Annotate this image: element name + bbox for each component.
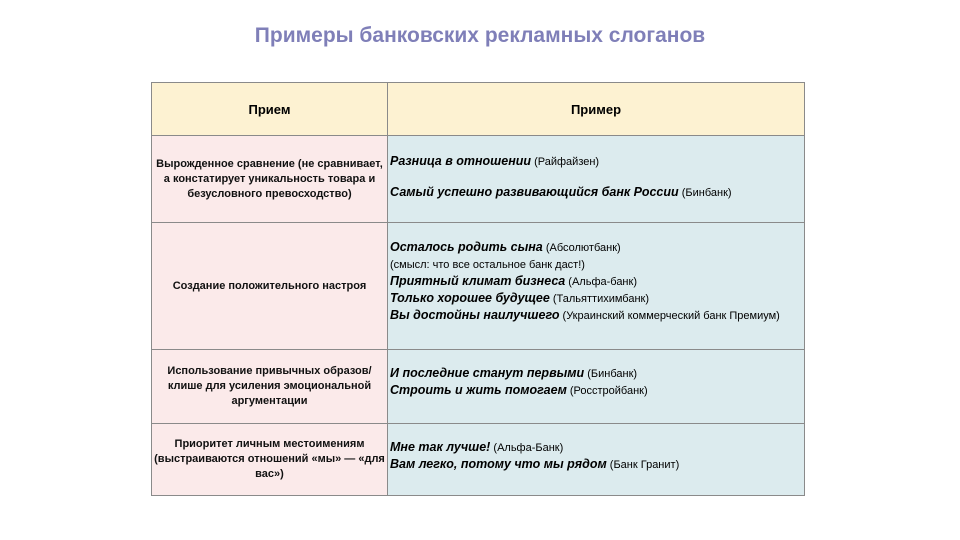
note-text: (смысл: что все остальное банк даст!) <box>390 259 585 271</box>
bank-name: (Альфа-Банк) <box>490 442 564 454</box>
slogan-text: Мне так лучше! <box>390 440 491 454</box>
example-line <box>390 382 802 399</box>
bank-name: (Бинбанк) <box>678 187 732 199</box>
header-example: Пример <box>388 83 805 136</box>
bank-name: (Росстройбанк) <box>566 385 648 397</box>
technique-cell: Приоритет личным местоимениям (выстраиваются отношений «мы» — «для вас») <box>152 424 388 496</box>
example-cell <box>388 223 805 350</box>
example-line <box>390 153 802 170</box>
example-line <box>390 307 802 324</box>
table-header-row <box>152 83 805 136</box>
example-line <box>390 273 802 290</box>
example-line <box>390 365 802 382</box>
page-title: Примеры банковских рекламных слоганов <box>254 24 706 47</box>
example-cell <box>388 350 805 424</box>
slogan-text: Строить и жить помогаем <box>390 383 567 397</box>
technique-cell: Создание положительного настроя <box>152 223 388 350</box>
slogan-text: Разница в отношении <box>390 154 532 168</box>
slogan-text: Самый успешно развивающийся банк России <box>390 185 679 199</box>
bank-name: (Альфа-банк) <box>565 276 637 288</box>
table-row <box>152 136 805 223</box>
technique-cell: Вырожденное сравнение (не сравнивает, а констатирует уникальность товара и безусловного превосходство) <box>152 136 388 223</box>
example-line <box>390 456 802 473</box>
technique-cell: Использование привычных образов/клише для усиления эмоциональной аргументации <box>152 350 388 424</box>
slogan-text: Осталось родить сына <box>390 240 543 254</box>
example-line <box>390 184 802 201</box>
table-row <box>152 350 805 424</box>
bank-name: (Бинбанк) <box>584 368 638 380</box>
example-line <box>390 256 802 273</box>
slogan-text: Приятный климат бизнеса <box>390 274 566 288</box>
example-line <box>390 239 802 256</box>
slogan-text: Только хорошее будущее <box>390 291 550 305</box>
bank-name: (Тальяттихимбанк) <box>549 293 650 305</box>
bank-name: (Банк Гранит) <box>606 459 680 471</box>
slogan-text: Вы достойны наилучшего <box>390 308 560 322</box>
example-line <box>390 439 802 456</box>
bank-name: (Райфайзен) <box>531 156 600 168</box>
slogan-text: И последние станут первыми <box>390 366 585 380</box>
example-line <box>390 290 802 307</box>
header-technique: Прием <box>152 83 388 136</box>
example-cell <box>388 424 805 496</box>
bank-name: (Украинский коммерческий банк Премиум) <box>559 310 780 322</box>
slogans-table <box>151 82 805 496</box>
example-cell <box>388 136 805 223</box>
table-row <box>152 424 805 496</box>
table-row <box>152 223 805 350</box>
slogan-text: Вам легко, потому что мы рядом <box>390 457 607 471</box>
bank-name: (Абсолютбанк) <box>542 242 621 254</box>
